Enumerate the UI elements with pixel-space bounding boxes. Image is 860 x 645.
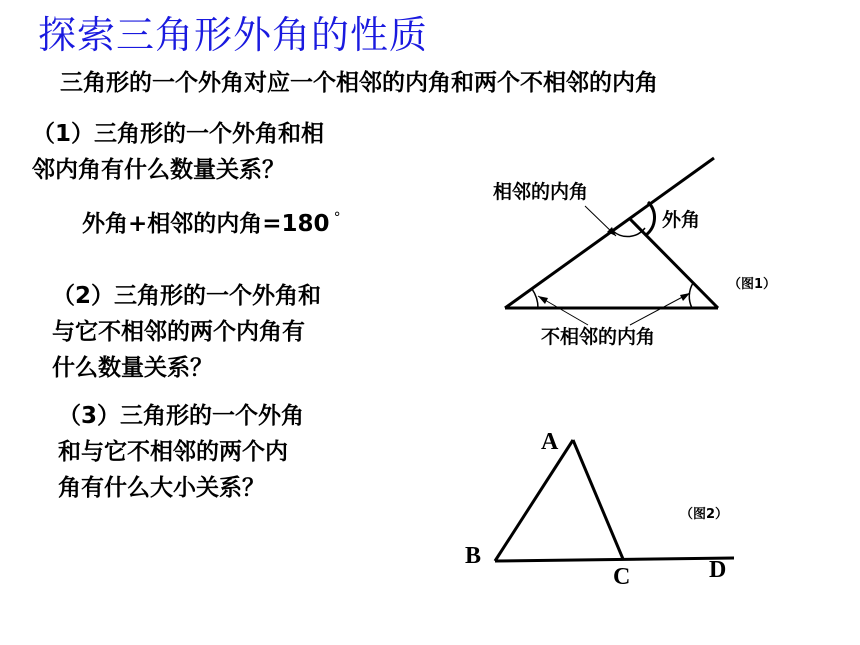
question-1-line-1: （1）三角形的一个外角和相 (32, 121, 325, 147)
fig1-label-exterior-angle: 外角 (662, 209, 701, 231)
fig1-label-nonadjacent-angles: 不相邻的内角 (541, 326, 656, 348)
question-2-line-2: 与它不相邻的两个内角有 (52, 319, 305, 345)
fig2-side-ac (573, 440, 623, 559)
fig2-side-ab (495, 440, 573, 561)
fig2-point-c: C (613, 564, 631, 590)
question-2-line-1: （2）三角形的一个外角和 (52, 283, 322, 309)
page-subtitle: 三角形的一个外角对应一个相邻的内角和两个不相邻的内角 (60, 70, 658, 96)
fig1-right-side (630, 219, 718, 308)
fig1-label-adjacent-angle: 相邻的内角 (493, 181, 589, 203)
question-2-line-3: 什么数量关系？ (52, 355, 213, 381)
fig1-pointer-left-arrowhead (538, 296, 548, 304)
question-3-line-2: 和与它不相邻的两个内 (58, 439, 288, 465)
figure-2 (465, 429, 734, 590)
page-title: 探索三角形外角的性质 (38, 13, 429, 57)
fig1-right-angle-arc (689, 283, 693, 308)
fig2-point-b: B (465, 543, 482, 569)
fig1-caption: （图1） (728, 277, 777, 292)
question-1-line-2: 邻内角有什么数量关系？ (32, 157, 285, 183)
figure-1 (493, 158, 776, 348)
fig2-point-d: D (709, 557, 727, 583)
question-3-line-3: 角有什么大小关系？ (58, 475, 265, 501)
question-3-line-1: （3）三角形的一个外角 (58, 403, 305, 429)
fig2-caption: （图2） (680, 507, 729, 522)
fig2-base-line (495, 558, 734, 561)
fig2-point-a: A (541, 429, 559, 455)
degree-symbol: ° (333, 210, 341, 227)
answer-text: 外角+相邻的内角=180 (82, 211, 330, 237)
fig1-left-angle-arc (532, 289, 538, 308)
